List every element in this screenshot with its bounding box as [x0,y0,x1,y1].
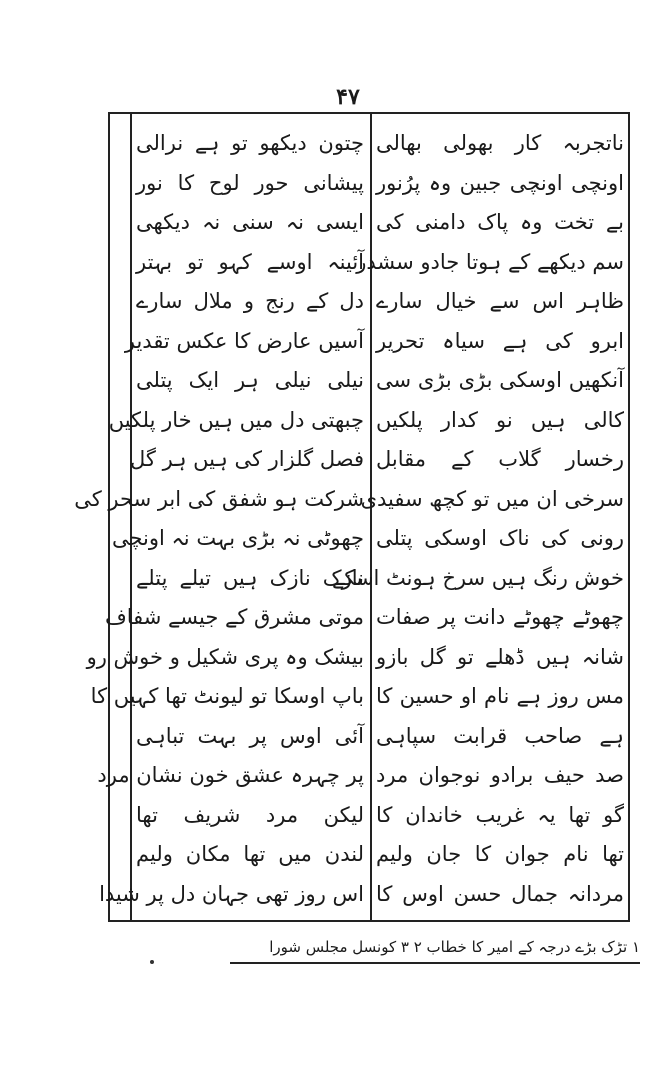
frame-bottom-border [108,920,630,922]
frame-top-border [108,112,628,114]
verse-line: شرکت ہو شفق کی ابر سحر کی [74,486,364,511]
verse-line: مردانہ جمال حسن اوس کا [376,881,624,906]
verse-line: لندن میں تھا مکان ولیم [136,842,364,866]
verse-line: موتی مشرق کے جیسے شفاف [104,605,364,629]
verse-line: نازک نازک ہیں تیلے پتلے [136,565,364,590]
verse-line: نیلی نیلی ہر ایک پتلی [136,368,364,392]
verse-line: اس روز تھی جہان دل پر شیدا [99,881,364,906]
verse-line: ہے صاحب قرابت سپاہی [376,723,624,748]
verse-line: آسیں عارض کا عکس تقدیر [124,328,364,353]
verse-line: صد حیف برادو نوجوان مرد [376,763,624,787]
verse-line: آنکھیں اوسکی بڑی بڑی سی [376,368,624,392]
verse-line: گو تھا یہ غریب خاندان کا [376,802,624,827]
left-column [74,124,364,914]
verse-line: پر چہرہ عشق خون نشان مرد [97,763,364,787]
verse-line: کالی ہیں نو کدار پلکیں [376,407,624,432]
verse-line: دل کے رنج و ملال سارے [136,289,364,313]
verse-line: ایسی نہ سنی نہ دیکھی [136,210,364,234]
verse-line: ظاہر اس سے خیال سارے [376,289,624,313]
page-number: ۴۷ [336,84,360,110]
verse-line: چھوٹے چھوٹے دانت پر صفات [376,605,624,629]
verse-line: آئی اوس پر بہت تباہی [136,723,364,748]
footnote-dot [150,960,154,964]
verse-line: ابرو کی ہے سیاہ تحریر [376,328,624,353]
verse-line: رونی کی ناک اوسکی پتلی [376,526,624,550]
frame-right-border [628,112,630,920]
verse-line: بے تخت وہ پاک دامنی کی [376,210,624,234]
verse-line: چھوٹی نہ بڑی بہت نہ اونچی [111,526,364,550]
verse-line: سم دیکھے کے ہوتا جادو سشدر [356,249,624,274]
verse-line: لیکن مرد شریف تھا [136,802,364,827]
verse-line: چبھتی دل میں ہیں خار پلکیں [108,407,364,432]
verse-line: مس روز ہے نام او حسین کا [376,684,624,708]
verse-line: رخسار گلاب کے مقابل [376,447,624,471]
verse-line: تھا نام جوان کا جان ولیم [376,842,624,866]
footnote: ۱ تڑک بڑے درجہ کے امیر کا خطاب ۲ ۳ کونسل مجلس شورا [230,938,640,964]
verse-line: باپ اوسکا تو لیونٹ تھا کہیں کا [90,684,364,708]
verse-line: سرخی ان میں تو کچھ سفیدی [360,486,624,511]
verse-line: شانہ ہیں ڈھلے تو گل بازو [376,644,624,669]
verse-line: بیشک وہ پری شکیل و خوش رو [86,644,364,669]
right-column [332,124,624,914]
verse-line: خوش رنگ ہیں سرخ ہونٹ اسکے [332,565,624,590]
verse-line: چتون دیکھو تو ہے نرالی [136,131,364,155]
verse-line: فصل گلزار کی ہیں ہر گل [130,447,364,471]
verse-line: آئینہ اوسے کہو تو بہتر [136,249,364,274]
verse-line: پیشانی حور لوح کا نور [136,170,364,195]
verse-line: اونچی اونچی جبین وہ پرُنور [376,170,624,195]
verse-line: ناتجربہ کار بھولی بھالی [376,131,624,155]
